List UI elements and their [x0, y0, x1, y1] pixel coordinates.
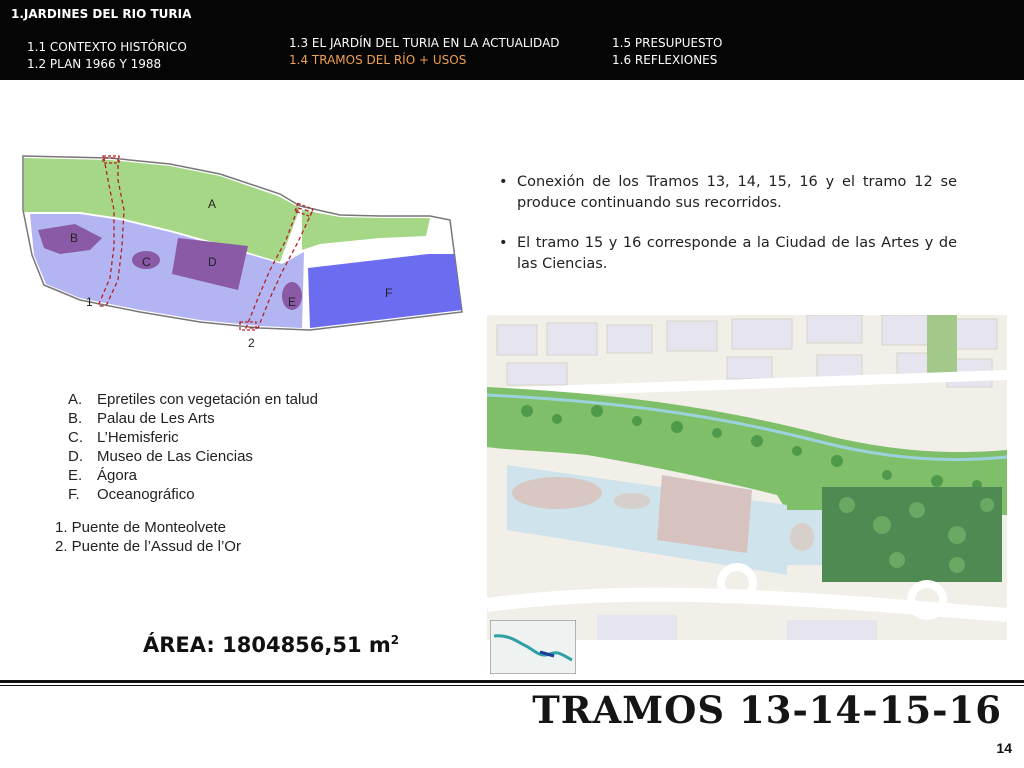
- bullet-item: • Conexión de los Tramos 13, 14, 15, 16 y el tramo 12 se produce continuando sus recorridos.: [499, 174, 957, 211]
- nav-item-presupuesto[interactable]: 1.5 PRESUPUESTO: [612, 36, 723, 50]
- nav-item-plan[interactable]: 1.2 PLAN 1966 Y 1988: [27, 57, 162, 71]
- legend-item: B. Palau de Les Arts: [68, 410, 215, 427]
- zone-label-e: E: [288, 295, 297, 309]
- legend-item: D. Museo de Las Ciencias: [68, 448, 253, 465]
- page-number: 14: [996, 740, 1012, 756]
- zones-diagram: [20, 150, 470, 360]
- zone-label-d: D: [208, 255, 217, 269]
- bridges-legend: [55, 518, 241, 556]
- zone-label-f: F: [385, 286, 393, 300]
- zone-label-c: C: [142, 255, 151, 269]
- nav-item-contexto[interactable]: 1.1 CONTEXTO HISTÓRICO: [27, 40, 187, 54]
- nav-item-jardin-actualidad[interactable]: 1.3 EL JARDÍN DEL TURIA EN LA ACTUALIDAD: [289, 36, 560, 50]
- nav-item-reflexiones[interactable]: 1.6 REFLEXIONES: [612, 53, 718, 67]
- page-title: TRAMOS 13-14-15-16: [532, 688, 1002, 732]
- legend-item: F. Oceanográfico: [68, 486, 195, 503]
- zone-label-a: A: [208, 197, 217, 211]
- site-plan-image: [487, 315, 1007, 640]
- description-bullets: [497, 172, 957, 294]
- bullet-item: • El tramo 15 y 16 corresponde a la Ciudad de las Artes y de las Ciencias.: [499, 235, 957, 272]
- section-title: 1.JARDINES DEL RIO TURIA: [11, 7, 192, 21]
- zones-legend: [68, 390, 318, 504]
- legend-item: E. Ágora: [68, 467, 138, 484]
- bridge-label-1: 1: [86, 295, 93, 309]
- bridge-label-2: 2: [248, 336, 255, 350]
- title-rule-thick: [0, 680, 1024, 683]
- bridge-item: 1. Puente de Monteolvete: [55, 519, 226, 536]
- title-rule-thin: [0, 685, 1024, 686]
- legend-item: A. Epretiles con vegetación en talud: [68, 391, 318, 408]
- zone-label-b: B: [70, 231, 79, 245]
- nav-item-tramos-usos[interactable]: 1.4 TRAMOS DEL RÍO + USOS: [289, 53, 467, 67]
- bridge-item: 2. Puente de l’Assud de l’Or: [55, 538, 241, 555]
- area-figure: ÁREA: 1804856,51 $m^2$: [143, 633, 400, 657]
- legend-item: C. L’Hemisferic: [68, 429, 179, 446]
- locator-minimap: [490, 620, 576, 674]
- header-bar: [0, 0, 1024, 80]
